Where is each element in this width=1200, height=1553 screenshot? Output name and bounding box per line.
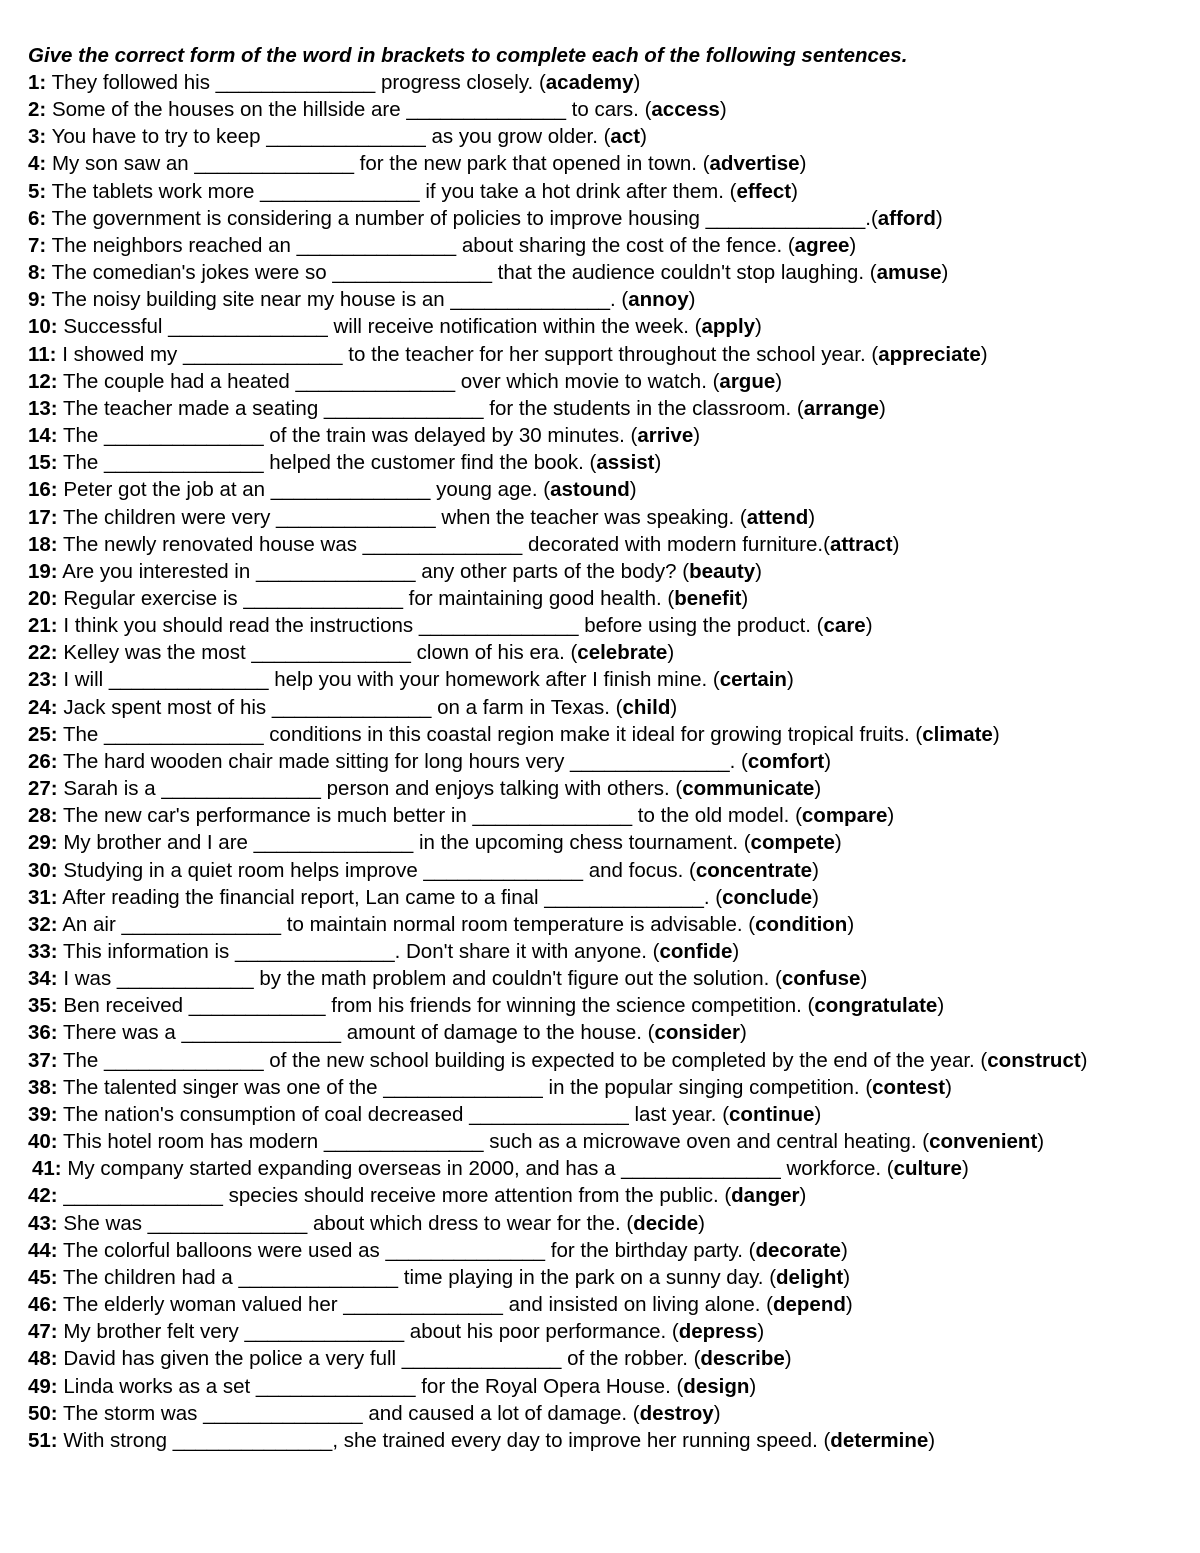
question-number: 32:: [28, 912, 58, 936]
question-item: [28, 1373, 1180, 1400]
closing-bracket: ): [814, 1102, 822, 1126]
root-word: climate: [922, 722, 993, 746]
root-word: astound: [550, 478, 630, 502]
question-item: [28, 150, 1180, 177]
question-sentence: The comedian's jokes were so ______________ that the audience couldn't stop laughing. (: [51, 261, 877, 285]
question-number: 26:: [28, 749, 58, 773]
root-word: continue: [729, 1102, 815, 1126]
question-item: [28, 1237, 1180, 1264]
root-word: effect: [736, 179, 792, 203]
closing-bracket: ): [775, 369, 783, 393]
root-word: advertise: [709, 152, 800, 176]
question-sentence: The children had a ______________ time playing in the park on a sunny day. (: [62, 1265, 777, 1289]
question-item: [28, 884, 1180, 911]
root-word: arrive: [637, 424, 694, 448]
root-word: academy: [545, 71, 634, 94]
question-item: [28, 1264, 1180, 1291]
closing-bracket: ): [892, 532, 900, 556]
question-number: 36:: [28, 1021, 58, 1045]
closing-bracket: ): [849, 233, 857, 257]
question-item: [28, 829, 1180, 856]
question-item: [28, 286, 1180, 313]
question-sentence: With strong ______________, she trained every day to improve her running speed. (: [63, 1428, 831, 1452]
question-item: [28, 395, 1180, 422]
question-sentence: The newly renovated house was ______________ decorated with modern furniture.(: [62, 532, 830, 556]
root-word: annoy: [628, 288, 689, 312]
root-word: decorate: [755, 1238, 841, 1262]
question-number: 39:: [28, 1102, 58, 1126]
question-item: [28, 1345, 1180, 1372]
question-number: 30:: [28, 858, 58, 882]
question-item: [28, 721, 1180, 748]
question-sentence: This hotel room has modern ______________ such as a microwave oven and central heating. (: [62, 1130, 930, 1154]
closing-bracket: ): [878, 396, 886, 420]
question-sentence: I showed my ______________ to the teacher for her support throughout the school year. (: [62, 342, 879, 366]
question-sentence: The children were very ______________ when the teacher was speaking. (: [62, 505, 747, 529]
question-sentence: Sarah is a ______________ person and enjoys talking with others. (: [63, 777, 683, 801]
closing-bracket: ): [860, 967, 868, 991]
closing-bracket: ): [937, 994, 945, 1018]
closing-bracket: ): [755, 315, 762, 339]
question-number: 18:: [28, 532, 58, 556]
root-word: describe: [700, 1347, 785, 1371]
question-item: [28, 476, 1180, 503]
question-number: 20:: [28, 586, 58, 610]
question-sentence: My son saw an ______________ for the new park that opened in town. (: [51, 152, 710, 176]
question-sentence: Studying in a quiet room helps improve ______________ and focus. (: [63, 858, 696, 882]
closing-bracket: ): [865, 614, 873, 638]
root-word: care: [823, 614, 866, 638]
question-item: [28, 1019, 1180, 1046]
question-item: [28, 1210, 1180, 1237]
question-number: 4:: [28, 152, 47, 176]
question-sentence: The ______________ helped the customer find the book. (: [62, 451, 597, 475]
root-word: child: [622, 695, 671, 719]
root-word: danger: [731, 1184, 800, 1208]
root-word: culture: [893, 1157, 962, 1181]
question-number: 2:: [28, 98, 47, 122]
question-number: 7:: [28, 233, 47, 257]
closing-bracket: ): [887, 804, 895, 828]
root-word: decide: [633, 1211, 699, 1235]
question-item: [28, 1101, 1180, 1128]
root-word: agree: [794, 233, 850, 257]
root-word: attend: [746, 505, 809, 529]
closing-bracket: ): [980, 342, 988, 366]
closing-bracket: ): [928, 1428, 936, 1452]
question-sentence: The neighbors reached an ______________ about sharing the cost of the fence. (: [51, 233, 795, 257]
closing-bracket: ): [847, 912, 855, 936]
question-number: 50:: [28, 1401, 58, 1425]
question-number: 24:: [28, 695, 58, 719]
question-item: [28, 992, 1180, 1019]
question-number: 19:: [28, 559, 58, 583]
root-word: assist: [596, 451, 655, 475]
question-number: 22:: [28, 641, 58, 665]
root-word: access: [651, 98, 720, 122]
question-number: 44:: [28, 1238, 58, 1262]
question-number: 38:: [28, 1075, 58, 1099]
root-word: concentrate: [695, 858, 813, 882]
closing-bracket: ): [654, 451, 662, 475]
question-item: [28, 313, 1180, 340]
question-item: [28, 232, 1180, 259]
question-item: [28, 558, 1180, 585]
closing-bracket: ): [755, 559, 762, 583]
closing-bracket: ): [814, 777, 822, 801]
question-item: [28, 449, 1180, 476]
root-word: determine: [830, 1428, 929, 1452]
question-number: 45:: [28, 1265, 58, 1289]
root-word: apply: [701, 315, 756, 339]
root-word: depend: [772, 1293, 846, 1317]
root-word: communicate: [682, 777, 815, 801]
question-sentence: David has given the police a very full ______________ of the robber. (: [63, 1347, 701, 1371]
root-word: benefit: [674, 586, 742, 610]
closing-bracket: ): [713, 1401, 721, 1425]
closing-bracket: ): [688, 288, 696, 312]
question-sentence: The colorful balloons were used as ______________ for the birthday party. (: [62, 1238, 756, 1262]
question-sentence: Some of the houses on the hillside are ______________ to cars. (: [51, 98, 652, 122]
closing-bracket: ): [808, 505, 816, 529]
question-number: 23:: [28, 668, 58, 692]
question-item: [28, 96, 1180, 123]
question-number: 1:: [28, 71, 47, 94]
question-number: 8:: [28, 261, 47, 285]
question-sentence: Regular exercise is ______________ for maintaining good health. (: [63, 586, 675, 610]
closing-bracket: ): [824, 749, 832, 773]
closing-bracket: ): [845, 1293, 853, 1317]
closing-bracket: ): [961, 1157, 969, 1181]
root-word: arrange: [803, 396, 879, 420]
closing-bracket: ): [719, 98, 727, 122]
question-item: [28, 1182, 1180, 1209]
question-item: [28, 422, 1180, 449]
closing-bracket: ): [840, 1238, 848, 1262]
question-sentence: I will ______________ help you with your homework after I finish mine. (: [63, 668, 720, 692]
closing-bracket: ): [799, 152, 807, 176]
root-word: conclude: [722, 885, 813, 909]
closing-bracket: ): [843, 1265, 851, 1289]
closing-bracket: ): [935, 206, 943, 230]
root-word: confuse: [781, 967, 861, 991]
question-number: 49:: [28, 1374, 58, 1398]
closing-bracket: ): [941, 261, 949, 285]
closing-bracket: ): [741, 586, 749, 610]
root-word: design: [683, 1374, 750, 1398]
root-word: condition: [755, 912, 848, 936]
closing-bracket: ): [670, 695, 678, 719]
question-item: [28, 1427, 1180, 1454]
question-item: [28, 1128, 1180, 1155]
root-word: delight: [776, 1265, 844, 1289]
question-sentence: The new car's performance is much better in ______________ to the old model. (: [62, 804, 802, 828]
question-item: [28, 666, 1180, 693]
question-number: 51:: [28, 1428, 58, 1452]
question-sentence: The ______________ of the train was delayed by 30 minutes. (: [62, 424, 638, 448]
question-sentence: Linda works as a set ______________ for the Royal Opera House. (: [63, 1374, 684, 1398]
root-word: compare: [801, 804, 888, 828]
question-number: 3:: [28, 125, 47, 149]
question-item: [28, 1291, 1180, 1318]
question-item: [28, 178, 1180, 205]
question-item: [28, 857, 1180, 884]
question-sentence: The ______________ conditions in this coastal region make it ideal for growing tropical fruits. (: [62, 722, 923, 746]
question-number: 27:: [28, 777, 58, 801]
question-number: 46:: [28, 1293, 58, 1317]
root-word: convenient: [929, 1130, 1038, 1154]
root-word: destroy: [639, 1401, 714, 1425]
question-number: 6:: [28, 206, 47, 230]
question-number: 35:: [28, 994, 58, 1018]
question-sentence: Ben received ____________ from his friends for winning the science competition. (: [63, 994, 815, 1018]
question-sentence: Kelley was the most ______________ clown of his era. (: [63, 641, 578, 665]
question-item: [28, 1155, 1180, 1182]
question-sentence: The government is considering a number of policies to improve housing ______________.(: [51, 206, 878, 230]
question-number: 12:: [28, 369, 58, 393]
question-number: 29:: [28, 831, 58, 855]
question-item: [28, 965, 1180, 992]
question-number: 37:: [28, 1048, 58, 1072]
closing-bracket: ): [945, 1075, 952, 1099]
question-item: [28, 1047, 1180, 1074]
closing-bracket: ): [667, 641, 675, 665]
question-number: 42:: [28, 1184, 58, 1208]
question-item: [28, 639, 1180, 666]
root-word: argue: [719, 369, 776, 393]
closing-bracket: ): [834, 831, 842, 855]
question-item: [28, 1400, 1180, 1427]
question-sentence: The ______________ of the new school building is expected to be completed by the end of the year. (: [62, 1048, 988, 1072]
question-list: [28, 69, 1180, 1454]
question-sentence: The storm was ______________ and caused a lot of damage. (: [62, 1401, 640, 1425]
root-word: amuse: [876, 261, 942, 285]
question-item: [28, 911, 1180, 938]
closing-bracket: ): [640, 125, 647, 149]
closing-bracket: ): [757, 1320, 765, 1344]
root-word: attract: [829, 532, 893, 556]
question-item: [28, 368, 1180, 395]
question-item: [28, 259, 1180, 286]
question-number: 11:: [28, 342, 57, 366]
closing-bracket: ): [732, 940, 740, 963]
closing-bracket: ): [812, 885, 819, 909]
root-word: depress: [678, 1320, 758, 1344]
question-sentence: They followed his ______________ progress closely. (: [51, 71, 546, 94]
question-item: [28, 341, 1180, 368]
closing-bracket: ): [784, 1347, 792, 1371]
question-sentence: The noisy building site near my house is an ______________. (: [51, 288, 629, 312]
root-word: afford: [877, 206, 936, 230]
question-item: [28, 775, 1180, 802]
question-sentence: I was ____________ by the math problem and couldn't figure out the solution. (: [63, 967, 782, 991]
question-item: [28, 205, 1180, 232]
question-number: 16:: [28, 478, 58, 502]
question-number: 33:: [28, 940, 58, 963]
root-word: certain: [719, 668, 787, 692]
question-sentence: ______________ species should receive more attention from the public. (: [63, 1184, 732, 1208]
question-sentence: The hard wooden chair made sitting for long hours very ______________. (: [62, 749, 748, 773]
question-number: 34:: [28, 967, 58, 991]
question-number: 31:: [28, 885, 58, 909]
question-sentence: The tablets work more ______________ if you take a hot drink after them. (: [51, 179, 737, 203]
question-sentence: The elderly woman valued her ______________ and insisted on living alone. (: [62, 1293, 773, 1317]
root-word: consider: [654, 1021, 740, 1045]
question-item: [28, 802, 1180, 829]
question-number: 5:: [28, 179, 47, 203]
root-word: celebrate: [577, 641, 668, 665]
question-number: 21:: [28, 614, 58, 638]
question-sentence: The couple had a heated ______________ over which movie to watch. (: [62, 369, 720, 393]
question-number: 14:: [28, 424, 58, 448]
question-number: 13:: [28, 396, 58, 420]
question-item: [28, 585, 1180, 612]
root-word: congratulate: [814, 994, 938, 1018]
closing-bracket: ): [1037, 1130, 1045, 1154]
question-sentence: Successful ______________ will receive notification within the week. (: [63, 315, 702, 339]
question-item: [28, 694, 1180, 721]
question-number: 9:: [28, 288, 47, 312]
question-sentence: Are you interested in ______________ any other parts of the body? (: [62, 559, 690, 583]
question-item: [28, 504, 1180, 531]
question-sentence: My brother felt very ______________ about his poor performance. (: [63, 1320, 679, 1344]
question-sentence: Peter got the job at an ______________ young age. (: [63, 478, 551, 502]
question-number: 40:: [28, 1130, 58, 1154]
question-number: 43:: [28, 1211, 58, 1235]
question-item: [28, 1074, 1180, 1101]
question-sentence: There was a ______________ amount of damage to the house. (: [62, 1021, 655, 1045]
question-item: [28, 123, 1180, 150]
question-number: 47:: [28, 1320, 58, 1344]
closing-bracket: ): [786, 668, 794, 692]
question-number: 41:: [32, 1157, 62, 1181]
question-sentence: She was ______________ about which dress to wear for the. (: [63, 1211, 634, 1235]
root-word: compete: [750, 831, 835, 855]
closing-bracket: ): [992, 722, 1000, 746]
closing-bracket: ): [633, 71, 641, 94]
question-item: [28, 748, 1180, 775]
root-word: construct: [987, 1048, 1081, 1072]
closing-bracket: ): [698, 1211, 705, 1235]
question-item: [28, 938, 1180, 965]
question-sentence: The teacher made a seating ______________ for the students in the classroom. (: [62, 396, 804, 420]
question-sentence: An air ______________ to maintain normal room temperature is advisable. (: [62, 912, 756, 936]
closing-bracket: ): [629, 478, 637, 502]
question-number: 25:: [28, 722, 58, 746]
root-word: beauty: [689, 559, 756, 583]
closing-bracket: ): [1080, 1048, 1088, 1072]
question-sentence: After reading the financial report, Lan came to a final ______________. (: [62, 885, 723, 909]
closing-bracket: ): [693, 424, 701, 448]
question-number: 17:: [28, 505, 58, 529]
closing-bracket: ): [749, 1374, 757, 1398]
closing-bracket: ): [739, 1021, 747, 1045]
question-sentence: My brother and I are ______________ in the upcoming chess tournament. (: [63, 831, 751, 855]
closing-bracket: ): [812, 858, 819, 882]
question-sentence: Jack spent most of his ______________ on a farm in Texas. (: [63, 695, 623, 719]
root-word: comfort: [747, 749, 825, 773]
question-item: [28, 612, 1180, 639]
worksheet-instructions: Give the correct form of the word in brackets to complete each of the following sentences.: [28, 44, 908, 67]
question-sentence: This information is ______________. Don't share it with anyone. (: [62, 940, 660, 963]
question-number: 10:: [28, 315, 58, 339]
root-word: appreciate: [878, 342, 981, 366]
question-item: [28, 1318, 1180, 1345]
question-number: 28:: [28, 804, 58, 828]
question-sentence: You have to try to keep ______________ as you grow older. (: [51, 125, 611, 149]
question-sentence: I think you should read the instructions ______________ before using the product. (: [63, 614, 824, 638]
closing-bracket: ): [791, 179, 798, 203]
closing-bracket: ): [799, 1184, 807, 1208]
question-sentence: The nation's consumption of coal decreased ______________ last year. (: [62, 1102, 730, 1126]
root-word: contest: [872, 1075, 946, 1099]
root-word: confide: [659, 940, 733, 963]
question-sentence: The talented singer was one of the ______________ in the popular singing competition. (: [62, 1075, 873, 1099]
question-number: 15:: [28, 451, 58, 475]
root-word: act: [610, 125, 641, 149]
question-number: 48:: [28, 1347, 58, 1371]
question-sentence: My company started expanding overseas in 2000, and has a ______________ workforce. (: [67, 1157, 894, 1181]
question-item: [28, 69, 1180, 96]
question-item: [28, 531, 1180, 558]
